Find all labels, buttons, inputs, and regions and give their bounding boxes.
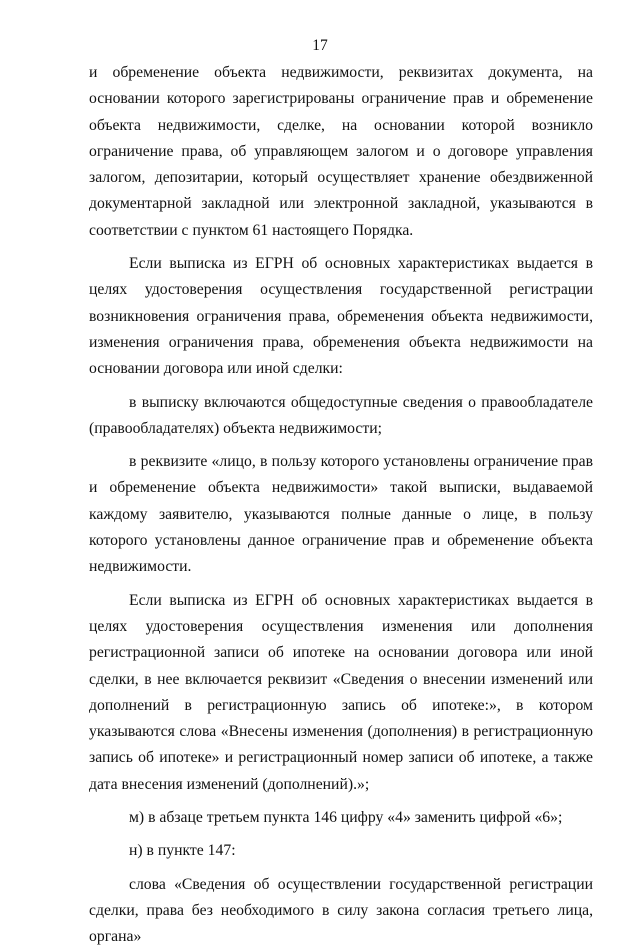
document-body — [89, 60, 593, 951]
paragraph-6: м) в абзаце третьем пункта 146 цифру «4» заменить цифрой «6»; — [129, 809, 563, 827]
paragraph-3: в выписку включаются общедоступные сведения о правообладателе (правообладателях) объекта недвижимости; — [89, 393, 593, 437]
page-number: 17 — [312, 37, 328, 54]
paragraph-1: и обременение объекта недвижимости, реквизитах документа, на основании которого зарегистрированы ограничение прав и обременение объекта недвижимости, сделке, на основании которой возникло ограничение права, об управляющем залогом и о договоре управления залогом, депозитарии, который осуществляет хранение обездвиженной документарной закладной или электронной закладной, указываются в соответствии с пунктом 61 настоящего Порядка. — [89, 64, 593, 239]
paragraph-gap — [89, 383, 593, 390]
paragraph-4: в реквизите «лицо, в пользу которого установлены ограничение прав и обременение объекта недвижимости» такой выписки, выдаваемой каждому заявителю, указываются полные данные о лице, в пользу которого установлены данное ограничение прав и обременение объекта недвижимости. — [89, 453, 593, 576]
paragraph-gap — [89, 831, 593, 838]
paragraph-gap — [89, 244, 593, 251]
paragraph-7: н) в пункте 147: — [129, 842, 236, 860]
paragraph-gap — [89, 865, 593, 872]
paragraph-5: Если выписка из ЕГРН об основных характеристиках выдается в целях удостоверения осуществления изменения или дополнения регистрационной записи об ипотеке на основании договора или иной сделки, в нее включается реквизит «Сведения о внесении изменений или дополнений в регистрационную запись об ипотеке:», в котором указываются слова «Внесены изменения (дополнения) в регистрационную запись об ипотеке» и регистрационный номер записи об ипотеке, а также дата внесения изменений (дополнений).»; — [89, 591, 593, 793]
paragraph-gap — [89, 442, 593, 449]
paragraph-gap — [89, 581, 593, 588]
paragraph-gap — [89, 798, 593, 805]
paragraph-2: Если выписка из ЕГРН об основных характеристиках выдается в целях удостоверения осуществления государственной регистрации возникновения ограничения права, обременения объекта недвижимости, изменения ограничения права, обременения объекта недвижимости на основании договора или иной сделки: — [89, 255, 593, 378]
paragraph-8: слова «Сведения об осуществлении государственной регистрации сделки, права без необходимого в силу закона согласия третьего лица, органа» — [89, 875, 593, 946]
